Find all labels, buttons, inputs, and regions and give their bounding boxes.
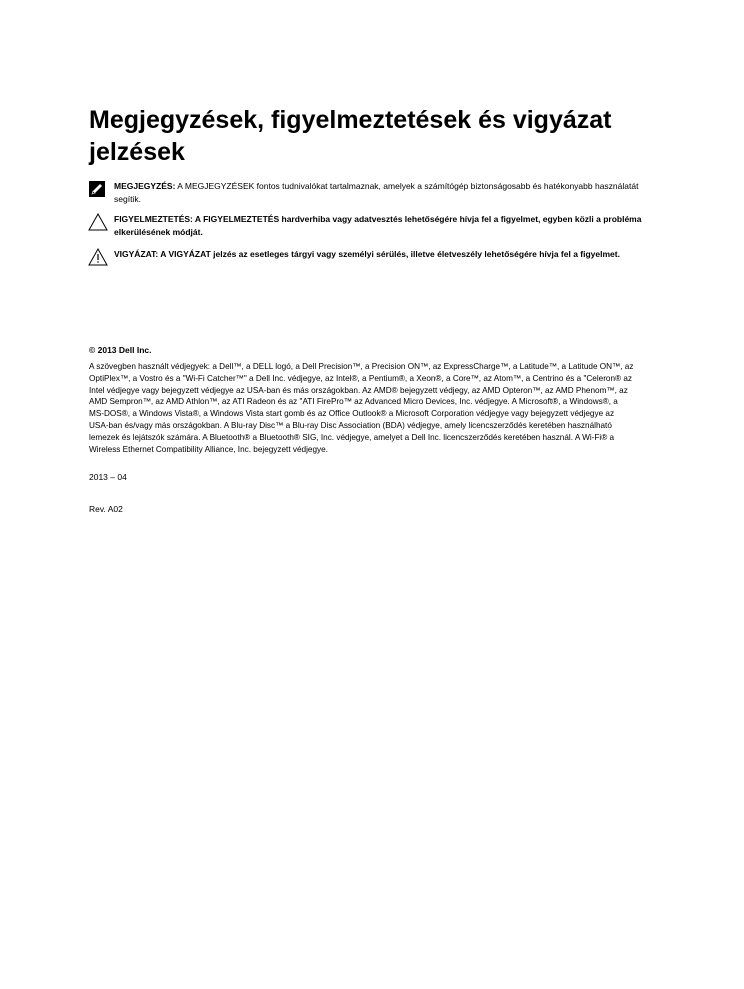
caution-body: A FIGYELMEZTETÉS hardverhiba vagy adatvesztés lehetőségére hívja fel a figyelmet, egyben közli a probléma elkerülésének módját. bbox=[114, 214, 642, 237]
note-label: MEGJEGYZÉS: bbox=[114, 181, 176, 191]
pencil-icon bbox=[88, 180, 106, 198]
caution-label: FIGYELMEZTETÉS: bbox=[114, 214, 193, 224]
note-body: A MEGJEGYZÉSEK fontos tudnivalókat tartalmaznak, amelyek a számítógép biztonságosabb és hatékonyabb használatát segítik. bbox=[114, 181, 639, 204]
note-notice bbox=[88, 180, 648, 206]
revision-text: Rev. A02 bbox=[89, 504, 123, 514]
exclamation-triangle-icon bbox=[88, 248, 106, 266]
page-title: Megjegyzések, figyelmeztetések és vigyázat jelzések bbox=[89, 106, 612, 166]
caution-notice bbox=[88, 213, 648, 239]
publication-date: 2013 – 04 bbox=[89, 472, 127, 482]
copyright-text: © 2013 Dell Inc. bbox=[89, 345, 152, 355]
trademark-text: A szövegben használt védjegyek: a Dell™, a DELL logó, a Dell Precision™, a Precision ON™, az ExpressCharge™, a Latitude™, a Latitude ON™, az OptiPlex™, a Vostro és a "Wi-Fi Catcher™" a Dell Inc. védjegye, az Intel®, a Pentium®, a Xeon®, a Core™, az Atom™, a Centrino és a "Celeron® az Intel védjegye vagy bejegyzett védjegye az USA-ban és más országokban. Az AMD® bejegyzett védjegy, az AMD Opteron™, az AMD Phenom™, az AMD Sempron™, az AMD Athlon™, az ATI Radeon és az "ATI FirePro™ az Advanced Micro Devices, Inc. védjegye. A Microsoft®, a Windows®, a MS-DOS®, a Windows Vista®, a Windows Vista start gomb és az Office Outlook® a Microsoft Corporation védjegye vagy bejegyzett védjegye az USA-ban és/vagy más országokban. A Blu-ray Disc™ a Blu-ray Disc Association (BDA) védjegye, amely licencszerződés keretében használható lemezek és lejátszók számára. A Bluetooth® a Bluetooth® SIG, Inc. védjegye, amelyet a Dell Inc. licencszerződés keretében használ. A Wi-Fi® a Wireless Ethernet Compatibility Alliance, Inc. bejegyzett védjegye. bbox=[89, 362, 634, 454]
warning-triangle-icon bbox=[88, 213, 106, 231]
warning-body: A VIGYÁZAT jelzés az esetleges tárgyi vagy személyi sérülés, illetve életveszély lehetőségére hívja fel a figyelmet. bbox=[158, 249, 620, 259]
warning-label: VIGYÁZAT: bbox=[114, 249, 159, 259]
warning-notice bbox=[88, 248, 648, 261]
